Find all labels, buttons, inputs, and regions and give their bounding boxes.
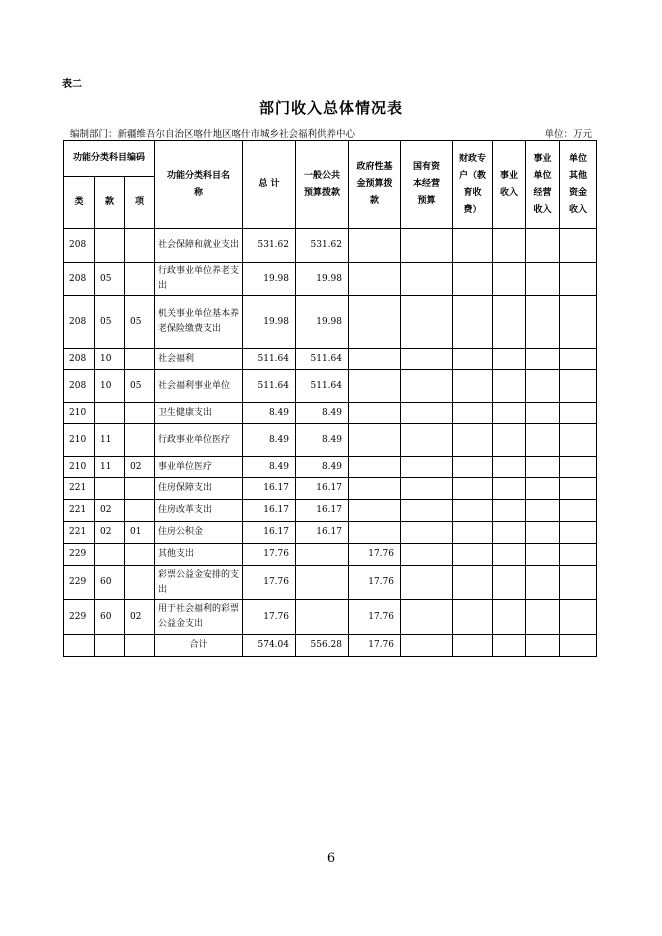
cell-gov-fund [349,478,401,500]
cell-fiscal-special [453,229,493,263]
org-label: 编制部门：新疆维吾尔自治区喀什地区喀什市城乡社会福利供养中心 [70,129,356,140]
cell-general: 511.64 [296,370,349,403]
cell-other-income [560,500,597,522]
cell-state-capital [401,403,453,424]
cell-total: 17.76 [243,544,296,566]
cell-general [296,566,349,600]
cell-name: 其他支出 [155,544,243,566]
cell-business-income [493,229,526,263]
cell-total: 8.49 [243,403,296,424]
cell-other-income [560,370,597,403]
cell-other-income [560,424,597,457]
header-kuan: 款 [95,177,125,229]
cell-name: 住房改革支出 [155,500,243,522]
cell-total: 511.64 [243,370,296,403]
cell-xiang: 05 [125,296,155,349]
cell-state-capital [401,424,453,457]
cell-other-income [560,263,597,296]
cell-xiang [125,478,155,500]
cell-empty [560,635,597,657]
cell-fiscal-special [453,403,493,424]
cell-fiscal-special [453,296,493,349]
table-row [64,403,597,424]
cell-kuan: 02 [95,522,125,544]
table-row [64,478,597,500]
cell-kuan [95,229,125,263]
cell-total: 19.98 [243,263,296,296]
header-business-income: 事业收入 [493,141,526,229]
cell-kuan: 60 [95,566,125,600]
cell-business-income [493,349,526,370]
total-label: 合计 [155,635,243,657]
table-row [64,370,597,403]
cell-kuan: 60 [95,600,125,635]
cell-fiscal-special [453,349,493,370]
cell-other-income [560,522,597,544]
table-tag: 表二 [62,79,82,90]
table-row [64,522,597,544]
header-state-capital: 国有资本经营预算 [401,141,453,229]
cell-gov-fund [349,370,401,403]
cell-state-capital [401,457,453,478]
table-row [64,544,597,566]
cell-state-capital [401,263,453,296]
cell-xiang [125,403,155,424]
cell-operating-income [526,424,560,457]
cell-business-income [493,478,526,500]
header-other-income: 单位其他资金收入 [560,141,597,229]
cell-kuan: 02 [95,500,125,522]
cell-name: 行政事业单位养老支出 [155,263,243,296]
cell-other-income [560,478,597,500]
cell-operating-income [526,263,560,296]
cell-total: 8.49 [243,457,296,478]
cell-gov-fund [349,263,401,296]
cell-other-income [560,544,597,566]
cell-business-income [493,296,526,349]
cell-kuan: 11 [95,457,125,478]
cell-gov-fund: 17.76 [349,566,401,600]
cell-operating-income [526,296,560,349]
cell-name: 彩票公益金安排的支出 [155,566,243,600]
cell-operating-income [526,544,560,566]
cell-lei: 208 [64,263,95,296]
cell-empty [493,635,526,657]
table-row [64,263,597,296]
cell-other-income [560,566,597,600]
table-row [64,424,597,457]
cell-state-capital [401,600,453,635]
cell-state-capital [401,296,453,349]
cell-state-capital [401,229,453,263]
cell-empty [453,635,493,657]
cell-xiang [125,263,155,296]
cell-business-income [493,600,526,635]
cell-gov-fund [349,349,401,370]
cell-kuan: 05 [95,296,125,349]
cell-business-income [493,544,526,566]
cell-total: 17.76 [243,566,296,600]
cell-kuan [95,403,125,424]
cell-operating-income [526,403,560,424]
cell-name: 用于社会福利的彩票公益金支出 [155,600,243,635]
cell-fiscal-special [453,478,493,500]
cell-operating-income [526,566,560,600]
cell-gov-fund: 17.76 [349,600,401,635]
cell-lei: 208 [64,349,95,370]
cell-state-capital [401,566,453,600]
cell-operating-income [526,370,560,403]
cell-business-income [493,403,526,424]
header-fiscal-special: 财政专户（教育收费） [453,141,493,229]
cell-gov-fund [349,522,401,544]
cell-general: 16.17 [296,522,349,544]
cell-kuan: 10 [95,349,125,370]
cell-total: 531.62 [243,229,296,263]
cell-xiang: 05 [125,370,155,403]
cell-business-income [493,566,526,600]
cell-xiang [125,424,155,457]
cell-other-income [560,296,597,349]
cell-gov-fund [349,424,401,457]
cell-empty [95,635,125,657]
unit-label: 单位：万元 [544,129,592,140]
cell-lei: 210 [64,457,95,478]
cell-gov-fund [349,457,401,478]
cell-lei: 210 [64,424,95,457]
income-table [63,140,597,657]
cell-name: 卫生健康支出 [155,403,243,424]
header-name: 功能分类科目名称 [155,141,243,229]
cell-fiscal-special [453,566,493,600]
cell-business-income [493,500,526,522]
header-general: 一般公共预算拨款 [296,141,349,229]
table-row [64,229,597,263]
cell-lei: 208 [64,229,95,263]
cell-kuan: 10 [95,370,125,403]
cell-fiscal-special [453,500,493,522]
cell-total: 19.98 [243,296,296,349]
cell-state-capital [401,478,453,500]
cell-gov-fund: 17.76 [349,544,401,566]
cell-total: 16.17 [243,500,296,522]
cell-fiscal-special [453,544,493,566]
page-number: 6 [326,851,336,866]
cell-xiang [125,566,155,600]
cell-operating-income [526,457,560,478]
cell-name: 住房公积金 [155,522,243,544]
header-total: 总 计 [243,141,296,229]
header-code-group: 功能分类科目编码 [64,141,155,177]
cell-general: 16.17 [296,478,349,500]
cell-xiang [125,229,155,263]
cell-xiang [125,349,155,370]
cell-general [296,600,349,635]
cell-fiscal-special [453,263,493,296]
cell-name: 机关事业单位基本养老保险缴费支出 [155,296,243,349]
cell-kuan [95,544,125,566]
cell-kuan: 05 [95,263,125,296]
cell-empty [401,635,453,657]
cell-general: 19.98 [296,263,349,296]
cell-business-income [493,457,526,478]
cell-other-income [560,600,597,635]
cell-general: 8.49 [296,457,349,478]
cell-xiang [125,500,155,522]
cell-lei: 221 [64,522,95,544]
cell-empty [526,635,560,657]
cell-other-income [560,349,597,370]
cell-fiscal-special [453,370,493,403]
table-row [64,500,597,522]
cell-fiscal-special [453,424,493,457]
cell-lei: 208 [64,296,95,349]
cell-xiang: 02 [125,600,155,635]
cell-total: 17.76 [243,600,296,635]
page-title: 部门收入总体情况表 [258,99,403,117]
cell-name: 社会福利事业单位 [155,370,243,403]
cell-operating-income [526,478,560,500]
cell-lei: 221 [64,500,95,522]
cell-operating-income [526,229,560,263]
total-general: 556.28 [296,635,349,657]
cell-general: 8.49 [296,403,349,424]
cell-other-income [560,403,597,424]
cell-lei: 221 [64,478,95,500]
cell-name: 行政事业单位医疗 [155,424,243,457]
table-row [64,566,597,600]
cell-empty [64,635,95,657]
cell-state-capital [401,349,453,370]
cell-general: 511.64 [296,349,349,370]
cell-xiang: 02 [125,457,155,478]
cell-general: 19.98 [296,296,349,349]
total-row [64,635,597,657]
cell-gov-fund [349,229,401,263]
cell-kuan: 11 [95,424,125,457]
cell-fiscal-special [453,457,493,478]
table-row [64,349,597,370]
cell-empty [125,635,155,657]
header-xiang: 项 [125,177,155,229]
cell-xiang [125,544,155,566]
cell-business-income [493,424,526,457]
cell-operating-income [526,500,560,522]
cell-name: 住房保障支出 [155,478,243,500]
cell-fiscal-special [453,522,493,544]
cell-name: 社会福利 [155,349,243,370]
cell-business-income [493,522,526,544]
cell-total: 511.64 [243,349,296,370]
cell-general: 531.62 [296,229,349,263]
cell-total: 8.49 [243,424,296,457]
cell-operating-income [526,522,560,544]
cell-total: 16.17 [243,522,296,544]
cell-lei: 210 [64,403,95,424]
cell-gov-fund [349,403,401,424]
cell-gov-fund [349,296,401,349]
header-lei: 类 [64,177,95,229]
table-row [64,296,597,349]
cell-operating-income [526,600,560,635]
cell-kuan [95,478,125,500]
cell-lei: 208 [64,370,95,403]
cell-state-capital [401,544,453,566]
cell-general: 8.49 [296,424,349,457]
cell-fiscal-special [453,600,493,635]
header-operating-income: 事业单位经营收入 [526,141,560,229]
header-gov-fund: 政府性基金预算拨款 [349,141,401,229]
total-gov-fund: 17.76 [349,635,401,657]
table-row [64,457,597,478]
cell-other-income [560,229,597,263]
cell-name: 社会保障和就业支出 [155,229,243,263]
cell-general [296,544,349,566]
cell-name: 事业单位医疗 [155,457,243,478]
cell-other-income [560,457,597,478]
cell-xiang: 01 [125,522,155,544]
cell-lei: 229 [64,544,95,566]
cell-general: 16.17 [296,500,349,522]
cell-state-capital [401,370,453,403]
table-row [64,600,597,635]
cell-state-capital [401,522,453,544]
cell-business-income [493,370,526,403]
cell-lei: 229 [64,600,95,635]
cell-gov-fund [349,500,401,522]
cell-lei: 229 [64,566,95,600]
total-total: 574.04 [243,635,296,657]
cell-operating-income [526,349,560,370]
cell-total: 16.17 [243,478,296,500]
cell-business-income [493,263,526,296]
cell-state-capital [401,500,453,522]
